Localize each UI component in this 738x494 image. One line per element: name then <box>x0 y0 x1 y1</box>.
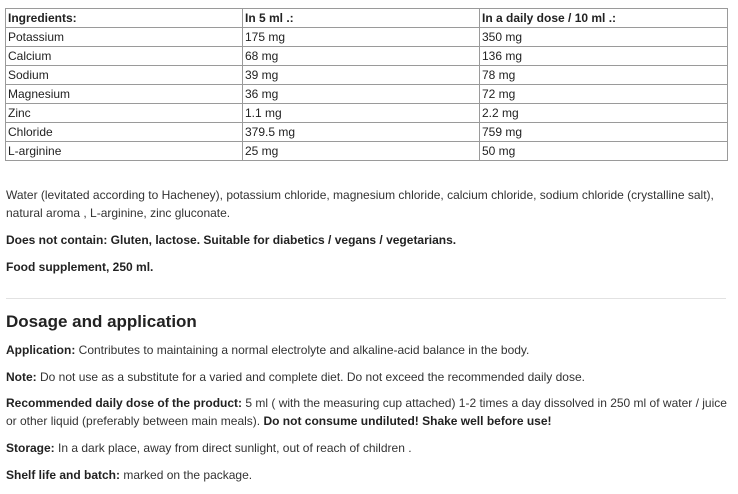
ingredient-name: Calcium <box>6 47 243 66</box>
shelf-life-paragraph <box>6 465 730 485</box>
table-row <box>6 28 728 47</box>
table-row <box>6 66 728 85</box>
amount-per-5ml: 1.1 mg <box>243 104 480 123</box>
shelf-life-label: Shelf life and batch: <box>6 468 121 482</box>
ingredient-name: Chloride <box>6 123 243 142</box>
recommended-dose-paragraph <box>6 394 730 430</box>
amount-per-5ml: 68 mg <box>243 47 480 66</box>
header-daily-dose: In a daily dose / 10 ml .: <box>480 9 728 28</box>
note-text: Do not use as a substitute for a varied and complete diet. Do not exceed the recommended daily dose. <box>36 370 585 384</box>
amount-daily: 136 mg <box>480 47 728 66</box>
header-per-5ml: In 5 ml .: <box>243 9 480 28</box>
table-row <box>6 85 728 104</box>
table-header-row <box>6 9 728 28</box>
amount-daily: 72 mg <box>480 85 728 104</box>
recommended-dose-text: 5 ml ( with the measuring cup attached) 1-2 times a day dissolved in 250 ml of water / juice or other liquid (preferably between main meals). <box>6 396 727 428</box>
ingredient-name: Sodium <box>6 66 243 85</box>
recommended-dose-warning: Do not consume undiluted! Shake well before use! <box>260 414 552 428</box>
storage-paragraph <box>6 438 730 458</box>
does-not-contain-text: Gluten, lactose. Suitable for diabetics / vegans / vegetarians. <box>107 233 457 247</box>
note-label: Note: <box>6 370 37 384</box>
amount-per-5ml: 379.5 mg <box>243 123 480 142</box>
application-paragraph <box>6 340 730 360</box>
amount-daily: 50 mg <box>480 142 728 161</box>
table-row <box>6 47 728 66</box>
amount-per-5ml: 39 mg <box>243 66 480 85</box>
storage-label: Storage: <box>6 441 55 455</box>
dosage-heading: Dosage and application <box>6 312 197 331</box>
amount-per-5ml: 36 mg <box>243 85 480 104</box>
food-supplement-paragraph <box>6 257 730 277</box>
table-row <box>6 104 728 123</box>
storage-text: In a dark place, away from direct sunlight, out of reach of children . <box>54 441 412 455</box>
amount-daily: 2.2 mg <box>480 104 728 123</box>
amount-daily: 78 mg <box>480 66 728 85</box>
ingredient-name: Potassium <box>6 28 243 47</box>
table-row <box>6 123 728 142</box>
header-ingredients: Ingredients: <box>6 9 243 28</box>
amount-per-5ml: 25 mg <box>243 142 480 161</box>
does-not-contain-label: Does not contain: <box>6 233 108 247</box>
note-paragraph <box>6 367 730 387</box>
application-label: Application: <box>6 343 76 357</box>
ingredient-name: Magnesium <box>6 85 243 104</box>
recommended-dose-label: Recommended daily dose of the product: <box>6 396 243 410</box>
amount-per-5ml: 175 mg <box>243 28 480 47</box>
ingredient-name: L-arginine <box>6 142 243 161</box>
amount-daily: 350 mg <box>480 28 728 47</box>
amount-daily: 759 mg <box>480 123 728 142</box>
ingredients-table <box>5 8 728 161</box>
table-row <box>6 142 728 161</box>
composition-text: Water (levitated according to Hacheney), potassium chloride, magnesium chloride, calcium chloride, sodium chloride (crystalline salt), natural aroma , L-arginine, zinc gluconate. <box>6 188 714 220</box>
application-text: Contributes to maintaining a normal electrolyte and alkaline-acid balance in the body. <box>75 343 530 357</box>
shelf-life-text: marked on the package. <box>120 468 253 482</box>
section-divider <box>6 298 726 299</box>
food-supplement-text: Food supplement, 250 ml. <box>6 260 154 274</box>
does-not-contain-paragraph <box>6 230 730 250</box>
ingredient-name: Zinc <box>6 104 243 123</box>
